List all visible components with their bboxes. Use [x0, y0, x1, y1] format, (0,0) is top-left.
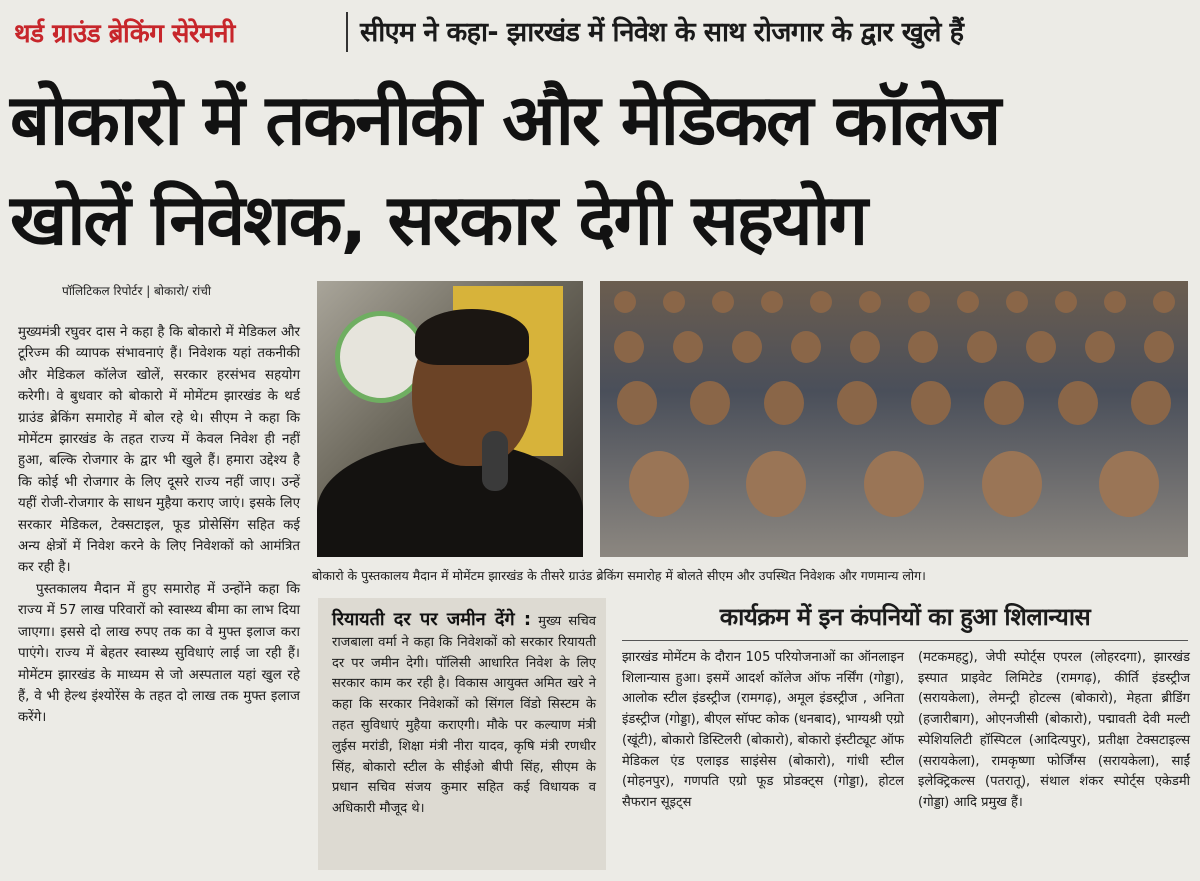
kicker-divider — [346, 12, 348, 52]
sidebar-lead: रियायती दर पर जमीन देंगे : — [332, 609, 532, 630]
photo-microphone — [482, 431, 508, 491]
photo-crowd-row — [600, 381, 1188, 425]
photo-audience — [600, 281, 1188, 557]
photo-crowd-row — [600, 291, 1188, 313]
companies-heading: कार्यक्रम में इन कंपनियों का हुआ शिलान्यास — [719, 603, 1091, 631]
byline: पॉलिटिकल रिपोर्टर | बोकारो/ रांची — [62, 284, 211, 298]
photo-caption: बोकारो के पुस्तकालय मैदान में मोमेंटम झारखंड के तीसरे ग्राउंड ब्रेकिंग समारोह में बोलते सीएम और उपस्थित निवेशक और गणमान्य लोग। — [312, 568, 926, 583]
main-story-paragraph-1: मुख्यमंत्री रघुवर दास ने कहा है कि बोकारो में मेडिकल और टूरिज्म की व्यापक संभावनाएं हैं। निवेशक यहां तकनीकी और मेडिकल कॉलेज खोलें, सरकार हरसंभव सहयोग करेगी। वे बुधवार को बोकारो में मोमेंटम झारखंड के थर्ड ग्राउंड ब्रेकिंग समारोह में बोल रहे थे। सीएम ने कहा कि मोमेंटम झारखंड के तहत राज्य में केवल निवेश ही नहीं हुआ, बल्कि रोजगार के द्वार भी खुले हैं। हमारा उद्देश्य है कि कोई भी रोजगार के लिए दूसरे राज्य नहीं जाए। उन्हें यहीं रोजी-रोजगार के साधन मुहैया कराए जाएं। इसके लिए सरकार मेडिकल, टेक्सटाइल, फूड प्रोसेसिंग सहित कई अन्य क्षेत्रों में निवेश करने के लिए निवेशकों को आमंत्रित कर रही है। — [18, 325, 300, 576]
companies-column-1 — [622, 648, 904, 814]
photo-crowd-row — [600, 331, 1188, 363]
companies-column-2 — [918, 648, 1190, 814]
photo-crowd-row — [600, 451, 1188, 517]
main-story-paragraph-2: पुस्तकालय मैदान में हुए समारोह में उन्होंने कहा कि राज्य में 57 लाख परिवारों को स्वास्थ्य बीमा का लाभ दिया जाएगा। इससे दो लाख रुपए तक का वे मुफ्त इलाज करा पाएंगे। राज्य में बेहतर स्वास्थ्य सुविधाएं लाई जा रही हैं। मोमेंटम झारखंड के माध्यम से जो अस्पताल यहां खुल रहे हैं, वे भी हेल्थ इंश्योरेंस के तहत दो लाख तक मुफ्त इलाज करेंगे। — [18, 581, 300, 726]
headline — [10, 70, 1194, 270]
headline-line-2: खोलें निवेशक, सरकार देगी सहयोग — [10, 179, 866, 261]
main-story — [18, 322, 300, 729]
strapline: सीएम ने कहा- झारखंड में निवेश के साथ रोजगार के द्वार खुले हैं — [360, 17, 964, 48]
companies-rule — [622, 640, 1188, 641]
photo-chief-minister-speaking — [317, 281, 583, 557]
companies-text-2: (मटकमहटु), जेपी स्पोर्ट्स एपरल (लोहरदगा), झारखंड इस्पात प्राइवेट लिमिटेड (रामगढ़), कीर्ति इंडस्ट्रीज (सरायकेला), लेमन्ट्री होटल्स (बोकारो), मेहता ब्रीडिंग (हजारीबाग), ओएनजीसी (बोकारो), पद्मावती देवी मल्टी स्पेशियलिटी हॉस्पिटल (आदित्यपुर), प्रतीक्षा टेक्सटाइल्स (सरायकेला), रामकृष्णा फोर्जिंग्स (सरायकेला), साईं इलेक्ट्रिकल्स (पतरातू), संथाल शंकर स्पोर्ट्स एकेडमी (गोड्डा) आदि प्रमुख हैं। — [918, 650, 1190, 810]
photo-speaker-hair — [415, 309, 529, 365]
sidebar-body: मुख्य सचिव राजबाला वर्मा ने कहा कि निवेशकों को सरकार रियायती दर पर जमीन देगी। पॉलिसी आधारित निवेश के लिए सरकार काम कर रही है। विकास आयुक्त अमित खरे ने कहा कि सरकार निवेशकों को सिंगल विंडो सिस्टम के तहत सुविधाएं मुहैया कराएगी। मौके पर कल्याण मंत्री लुईस मरांडी, शिक्षा मंत्री नीरा यादव, कृषि मंत्री रणधीर सिंह, बोकारो स्टील के सीईओ बीपी सिंह, सीएम के प्रधान सचिव संजय कुमार सहित कई विधायक व अधिकारी मौजूद थे। — [332, 614, 596, 817]
section-kicker: थर्ड ग्राउंड ब्रेकिंग सेरेमनी — [14, 19, 235, 49]
sidebar-text — [332, 610, 596, 820]
sidebar-box — [318, 598, 606, 870]
companies-text-1: झारखंड मोमेंटम के दौरान 105 परियोजनाओं का ऑनलाइन शिलान्यास हुआ। इसमें आदर्श कॉलेज ऑफ नर्सिंग (गोड्डा), आलोक स्टील इंडस्ट्रीज (रामगढ़), अमूल इंडस्ट्रीज , अनिता इंडस्ट्रीज (गोड्डा), बीएल सॉफ्ट कोक (धनबाद), भाग्यश्री एग्रो (खूंटी), बोकारो डिस्टिलरी (बोकारो), बोकारो इंस्टीट्यूट ऑफ मेडिकल एंड एलाइड साइंसेस (बोकारो), गांधी स्टील (मोहनपुर), गणपति एग्रो फूड प्रोडक्ट्स (गोड्डा), होटल सैफरान सूइट्स — [622, 650, 904, 810]
headline-line-1: बोकारो में तकनीकी और मेडिकल कॉलेज — [10, 79, 1000, 161]
